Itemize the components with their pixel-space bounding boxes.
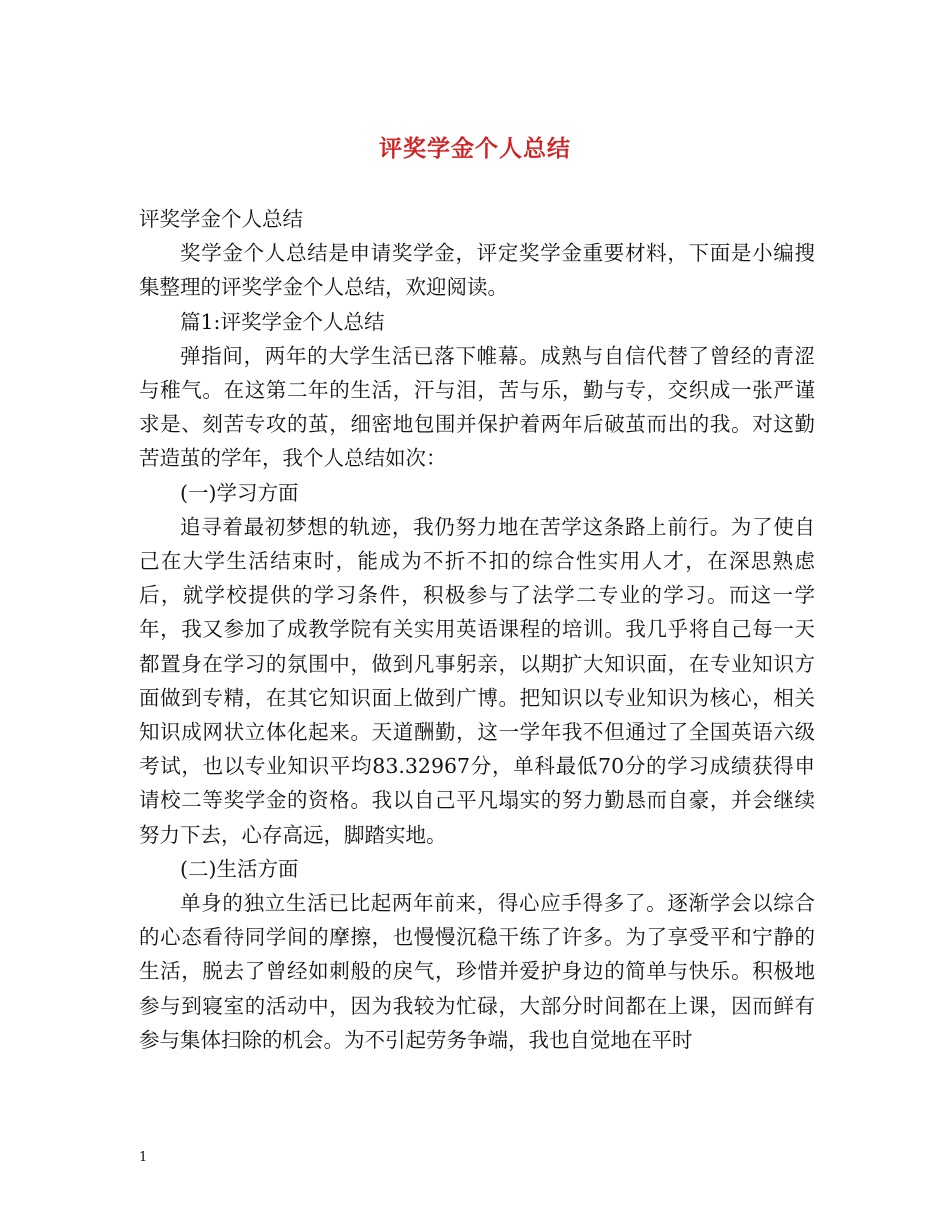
- paragraph-study: 追寻着最初梦想的轨迹，我仍努力地在苦学这条路上前行。为了使自己在大学生活结束时，能成为不折不扣的综合性实用人才，在深思熟虑后，就学校提供的学习条件，积极参与了法学二专业的学习。而这一学年，我又参加了成教学院有关实用英语课程的培训。我几乎将自己每一天都置身在学习的氛围中，做到凡事躬亲，以期扩大知识面，在专业知识方面做到专精，在其它知识面上做到广博。把知识以专业知识为核心，相关知识成网状立体化起来。天道酬勤，这一学年我不但通过了全国英语六级考试，也以专业知识平均83.32967分，单科最低70分的学习成绩获得申请校二等奖学金的资格。我以自己平凡塌实的努力勤恳而自豪，并会继续努力下去，心存高远，脚踏实地。: [139, 514, 815, 847]
- paragraph-life: 单身的独立生活已比起两年前来，得心应手得多了。逐渐学会以综合的心态看待同学间的摩擦，也慢慢沉稳干练了许多。为了享受平和宁静的生活，脱去了曾经如刺般的戾气，珍惜并爱护身边的简单与快乐。积极地参与到寝室的活动中，因为我较为忙碌，大部分时间都在上课，因而鲜有参与集体扫除的机会。为不引起劳务争端，我也自觉地在平时: [139, 891, 815, 1052]
- paragraph-opening: 弹指间，两年的大学生活已落下帷幕。成熟与自信代替了曾经的青涩与稚气。在这第二年的生活，汗与泪，苦与乐，勤与专，交织成一张严谨求是、刻苦专攻的茧，细密地包围并保护着两年后破茧而出的我。对这勤苦造茧的学年，我个人总结如次：: [139, 343, 815, 471]
- subsection-title-life: (二)生活方面: [180, 856, 299, 881]
- document-title: 评奖学金个人总结: [379, 135, 571, 162]
- page-number: 1: [139, 1150, 148, 1165]
- subsection-title-study: (一)学习方面: [180, 480, 299, 505]
- paragraph-heading: 评奖学金个人总结: [139, 207, 303, 231]
- paragraph-intro: 奖学金个人总结是申请奖学金，评定奖学金重要材料，下面是小编搜集整理的评奖学金个人总结，欢迎阅读。: [139, 241, 815, 300]
- section-title-part1: 篇1:评奖学金个人总结: [180, 309, 385, 334]
- document-body: [139, 202, 815, 1057]
